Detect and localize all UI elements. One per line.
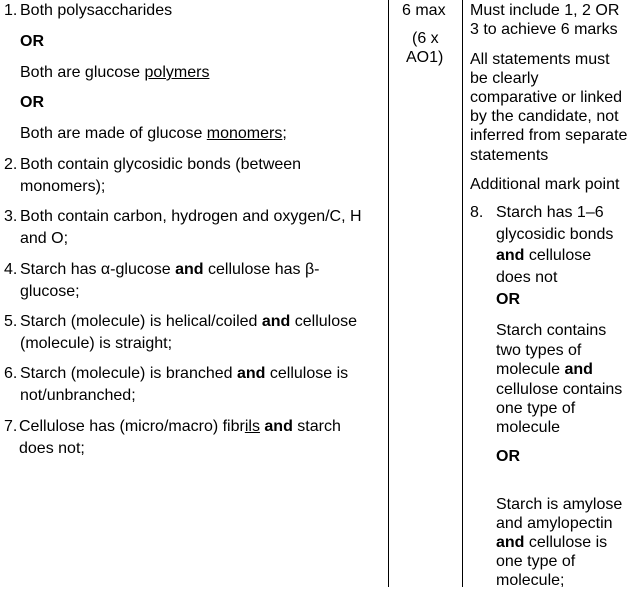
marks-ao-line-1: (6 x xyxy=(412,30,439,47)
item-6-line-2: not/unbranched; xyxy=(20,387,136,404)
item-1-text: Both polysaccharides xyxy=(20,2,173,19)
item-5-line-2: (molecule) is straight; xyxy=(20,335,173,352)
guidance-line-3: All statements must xyxy=(470,51,610,68)
item-3-number: 3. xyxy=(4,208,18,225)
item-7-number: 7. xyxy=(4,418,18,435)
point-8-line-5: Starch contains xyxy=(496,322,607,339)
point-8-line-3: and cellulose xyxy=(496,247,592,264)
item-2-line-1: Both contain glycosidic bonds (between xyxy=(20,156,302,173)
item-5-line-1: Starch (molecule) is helical/coiled and cellulose xyxy=(20,313,358,330)
point-8-line-2: glycosidic bonds xyxy=(496,226,614,243)
item-5-number: 5. xyxy=(4,313,18,330)
item-1-or-a: OR xyxy=(20,33,44,50)
column-divider-1 xyxy=(388,0,389,587)
additional-mark-heading: Additional mark point xyxy=(470,176,620,193)
point-8-line-12: and amylopectin xyxy=(496,515,613,532)
point-8-line-11: Starch is amylose xyxy=(496,496,623,513)
point-8-line-15: molecule; xyxy=(496,572,565,589)
guidance-line-1: Must include 1, 2 OR xyxy=(470,2,620,19)
guidance-line-5: comparative or linked xyxy=(470,89,623,106)
point-8-line-14: one type of xyxy=(496,553,576,570)
guidance-line-4: be clearly xyxy=(470,70,539,87)
item-1-alt-1: Both are glucose polymers xyxy=(20,64,210,81)
item-2-number: 2. xyxy=(4,156,18,173)
item-2-line-2: monomers); xyxy=(20,178,106,195)
point-8-line-9: one type of xyxy=(496,400,576,417)
guidance-line-7: inferred from separate xyxy=(470,127,628,144)
guidance-line-8: statements xyxy=(470,147,549,164)
guidance-line-2: 3 to achieve 6 marks xyxy=(470,21,618,38)
point-8-line-13: and cellulose is xyxy=(496,534,608,551)
item-4-line-2: glucose; xyxy=(20,283,80,300)
point-8-or-2: OR xyxy=(496,448,520,465)
item-3-line-1: Both contain carbon, hydrogen and oxygen/C, H xyxy=(20,208,362,225)
item-1-or-b: OR xyxy=(20,94,44,111)
guidance-line-6: by the candidate, not xyxy=(470,108,619,125)
point-8-or-1: OR xyxy=(496,291,520,308)
point-8-line-4: does not xyxy=(496,269,558,286)
point-8-line-6: two types of xyxy=(496,342,582,359)
column-divider-2 xyxy=(462,0,463,587)
item-6-line-1: Starch (molecule) is branched and cellulose is xyxy=(20,365,349,382)
point-8-line-10: molecule xyxy=(496,419,561,436)
marks-max: 6 max xyxy=(402,2,446,19)
item-6-number: 6. xyxy=(4,365,18,382)
item-7-line-2: does not; xyxy=(19,440,85,457)
point-8-line-8: cellulose contains xyxy=(496,381,623,398)
point-8-number: 8. xyxy=(470,204,484,221)
point-8-line-1: Starch has 1–6 xyxy=(496,204,604,221)
item-4-line-1: Starch has α-glucose and cellulose has β- xyxy=(20,261,320,278)
item-1-alt-2: Both are made of glucose monomers; xyxy=(20,125,287,142)
item-7-line-1: Cellulose has (micro/macro) fibrils and starch xyxy=(19,418,341,435)
point-8-line-7: molecule and xyxy=(496,361,593,378)
marks-ao-line-2: AO1) xyxy=(406,49,444,66)
item-1-number: 1. xyxy=(4,2,18,19)
item-4-number: 4. xyxy=(4,261,18,278)
item-3-line-2: and O; xyxy=(20,230,69,247)
